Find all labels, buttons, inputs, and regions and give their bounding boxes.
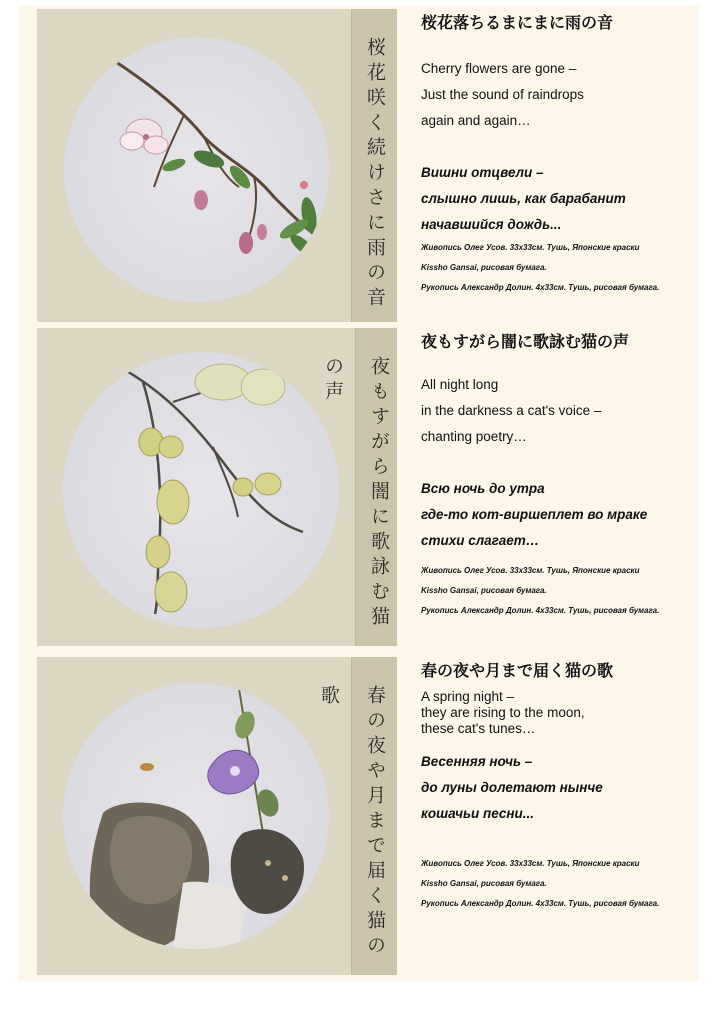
- japanese-haiku: 春の夜や月まで届く猫の歌: [421, 661, 614, 680]
- page-sheet: [18, 6, 699, 981]
- credit-line-1: Живопись Олег Усов. 33x33см. Тушь, Японские краски: [421, 243, 640, 252]
- japanese-haiku: 夜もすがら闇に歌詠む猫の声: [421, 332, 630, 351]
- scroll-calligraphy-text: 夜もすがら闇に歌詠む猫の声: [322, 356, 390, 631]
- russian-line-1: Весенняя ночь –: [421, 754, 533, 769]
- credit-line-3: Рукопись Александр Долин. 4x33см. Тушь, рисовая бумага.: [421, 899, 660, 908]
- english-line-2: Just the sound of raindrops: [421, 87, 584, 102]
- painting-circle: [64, 37, 329, 302]
- scroll-calligraphy-text: 春の夜や月まで届く猫の歌: [318, 685, 386, 960]
- english-line-3: again and again…: [421, 113, 531, 128]
- russian-line-2: где-то кот-виршеплет во мраке: [421, 507, 648, 522]
- english-line-3: these cat's tunes…: [421, 721, 536, 736]
- credit-line-2: Kissho Gansai, рисовая бумага.: [421, 586, 547, 595]
- painting-circle: [63, 683, 329, 949]
- russian-line-1: Всю ночь до утра: [421, 481, 545, 496]
- poem-text-2: [421, 328, 691, 648]
- russian-line-2: слышно лишь, как барабанит: [421, 191, 626, 206]
- russian-line-1: Вишни отцвели –: [421, 165, 544, 180]
- poem-block-2: [18, 328, 699, 648]
- poem-text-1: [421, 9, 691, 325]
- cherry-branch-illustration: [64, 37, 329, 302]
- english-line-3: chanting poetry…: [421, 429, 527, 444]
- english-line-1: Cherry flowers are gone –: [421, 61, 577, 76]
- cat-illustration: [63, 683, 329, 949]
- painting-cat-morning-glory: [37, 657, 397, 975]
- painting-willow-catkins: [37, 328, 397, 646]
- credit-line-2: Kissho Gansai, рисовая бумага.: [421, 879, 547, 888]
- english-line-1: A spring night –: [421, 689, 515, 704]
- english-line-1: All night long: [421, 377, 499, 392]
- poem-block-1: [18, 9, 699, 325]
- russian-line-3: кошачьи песни...: [421, 806, 535, 821]
- painting-circle: [63, 352, 339, 628]
- russian-line-2: до луны долетают нынче: [421, 780, 603, 795]
- english-line-2: they are rising to the moon,: [421, 705, 585, 720]
- calligraphy-scroll: [322, 328, 397, 646]
- credit-line-3: Рукопись Александр Долин. 4x33см. Тушь, рисовая бумага.: [421, 283, 660, 292]
- credit-line-1: Живопись Олег Усов. 33x33см. Тушь, Японские краски: [421, 859, 640, 868]
- russian-line-3: начавшийся дождь...: [421, 217, 562, 232]
- credit-line-3: Рукопись Александр Долин. 4x33см. Тушь, рисовая бумага.: [421, 606, 660, 615]
- poem-text-3: [421, 657, 691, 975]
- scroll-calligraphy-text: 桜花咲く続けさに雨の音: [364, 37, 386, 312]
- japanese-haiku: 桜花落ちるまにまに雨の音: [421, 13, 614, 32]
- painting-cherry-blossom: [37, 9, 397, 322]
- willow-branch-illustration: [63, 352, 339, 628]
- english-line-2: in the darkness a cat's voice –: [421, 403, 602, 418]
- calligraphy-scroll: [318, 657, 397, 975]
- russian-line-3: стихи слагает…: [421, 533, 540, 548]
- poem-block-3: [18, 657, 699, 975]
- credit-line-1: Живопись Олег Усов. 33x33см. Тушь, Японские краски: [421, 566, 640, 575]
- calligraphy-scroll: [351, 9, 397, 322]
- credit-line-2: Kissho Gansai, рисовая бумага.: [421, 263, 547, 272]
